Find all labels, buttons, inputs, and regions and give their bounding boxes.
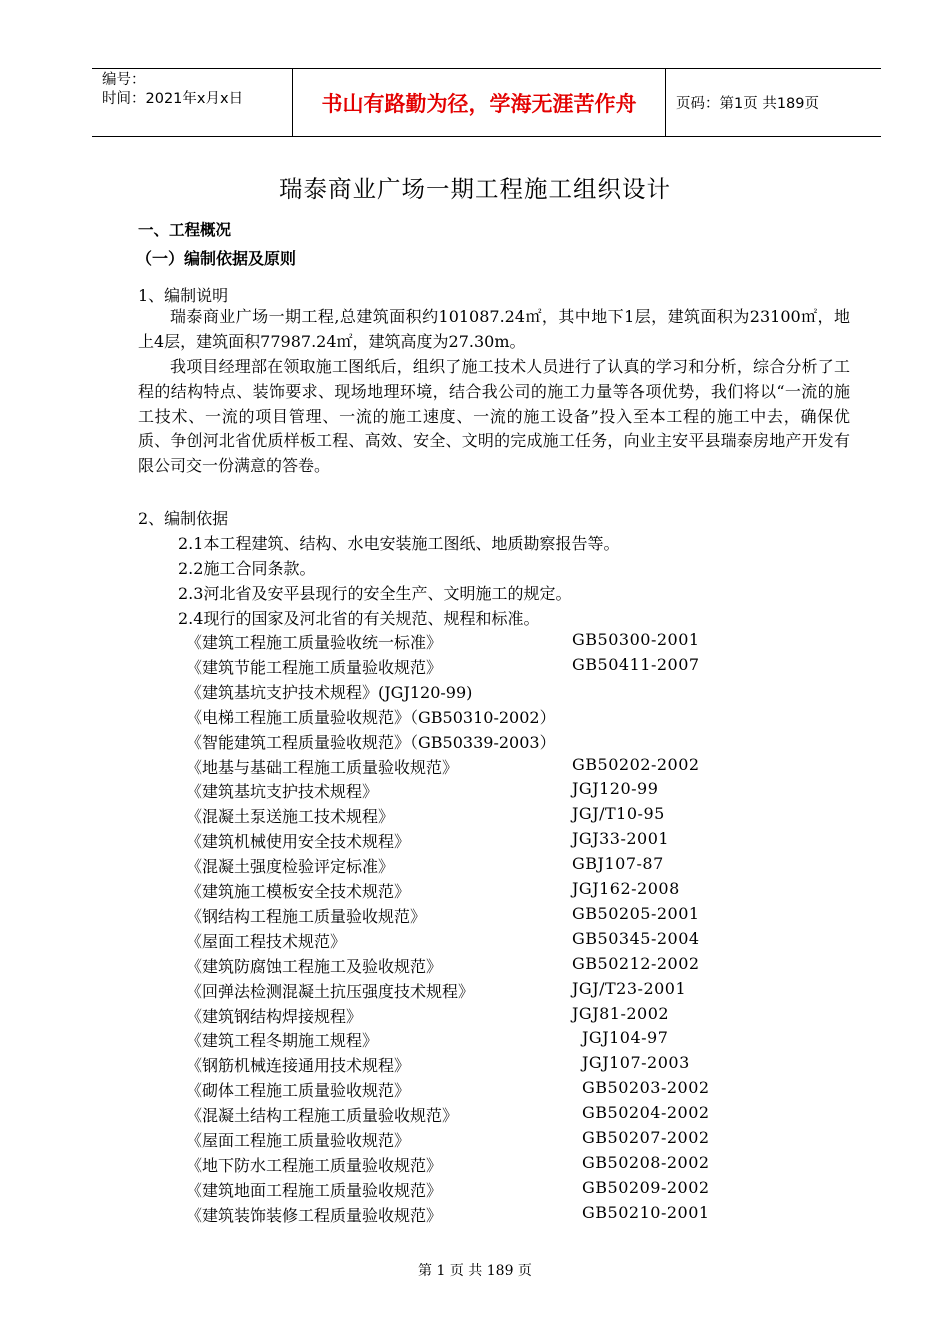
standard-code: GB50207-2002 (582, 1128, 710, 1147)
basis-item: 2.1本工程建筑、结构、水电安装施工图纸、地质勘察报告等。 (178, 534, 620, 553)
page-header (92, 68, 881, 137)
standard-code: GB50345-2004 (572, 928, 700, 948)
basis-item: 2.2施工合同条款。 (178, 559, 316, 578)
page-footer: 第 1 页 共 189 页 (418, 1263, 532, 1279)
standard-code: JGJ/T10-95 (572, 804, 665, 824)
standard-name: 《建筑地面工程施工质量验收规范》 (186, 1180, 443, 1200)
standard-name: 《砌体工程施工质量验收规范》 (186, 1081, 411, 1101)
standard-name: 《建筑防腐蚀工程施工及验收规范》 (186, 956, 443, 976)
standard-code: GB50300-2001 (572, 630, 700, 649)
standard-name: 《回弹法检测混凝土抗压强度技术规程》 (186, 981, 475, 1001)
standard-name: 《建筑节能工程施工质量验收规范》 (186, 657, 443, 677)
standard-name: 《建筑机械使用安全技术规程》 (186, 832, 411, 852)
standard-name: 《钢筋机械连接通用技术规程》 (186, 1056, 411, 1076)
section-heading: 一、工程概况 (138, 221, 232, 239)
standard-name: 《建筑工程冬期施工规程》 (186, 1031, 379, 1051)
paragraph-overview: 瑞泰商业广场一期工程,总建筑面积约101087.24㎡，其中地下1层，建筑面积为23100㎡，地上4层，建筑面积77987.24㎡，建筑高度为27.30m。 (138, 307, 850, 351)
standard-name: 《地基与基础工程施工质量验收规范》 (186, 757, 459, 777)
header-time-label: 时间：2021年x月x日 (102, 91, 244, 107)
standard-name: 《建筑基坑支护技术规程》(JGJ120-99) (186, 682, 473, 702)
standard-code: JGJ81-2002 (572, 1003, 670, 1023)
standard-name: 《建筑基坑支护技术规程》 (186, 782, 379, 802)
standard-code: JGJ120-99 (572, 779, 659, 799)
standard-code: GB50209-2002 (582, 1177, 710, 1197)
standard-name: 《混凝土强度检验评定标准》 (186, 857, 395, 877)
paragraph-approach: 我项目经理部在领取施工图纸后，组织了施工技术人员进行了认真的学习和分析，综合分析了工程的结构特点、装饰要求、现场地理环境，结合我公司的施工力量等各项优势，我们将以“一流的施工技术、一流的项目管理、一流的施工速度、一流的施工设备”投入至本工程的施工中去，确保优质、争创河北省优质样板工程、高效、安全、文明的完成施工任务，向业主安平县瑞泰房地产开发有限公司交一份满意的答卷。 (138, 357, 850, 476)
standard-name: 《地下防水工程施工质量验收规范》 (186, 1155, 443, 1175)
standard-name: 《屋面工程技术规范》 (186, 931, 347, 951)
header-number-label: 编号： (102, 72, 146, 88)
standard-name: 《建筑钢结构焊接规程》 (186, 1006, 363, 1026)
standard-name: 《钢结构工程施工质量验收规范》 (186, 906, 427, 926)
standard-name: 《智能建筑工程质量验收规范》（GB50339-2003） (186, 732, 556, 752)
item-heading-2: 2、编制依据 (138, 509, 229, 528)
standard-code: GBJ107-87 (572, 854, 664, 874)
standard-code: GB50205-2001 (572, 903, 700, 923)
header-page-label: 页码：第1页 共189页 (676, 96, 820, 112)
basis-item: 2.3河北省及安平县现行的安全生产、文明施工的规定。 (178, 584, 572, 603)
standard-code: GB50204-2002 (582, 1103, 710, 1123)
standard-code: JGJ107-2003 (582, 1053, 690, 1073)
standard-code: GB50212-2002 (572, 953, 700, 973)
standard-code: GB50203-2002 (582, 1078, 710, 1098)
standard-name: 《屋面工程施工质量验收规范》 (186, 1131, 411, 1150)
basis-item: 2.4现行的国家及河北省的有关规范、规程和标准。 (178, 609, 540, 628)
subsection-heading: （一）编制依据及原则 (136, 249, 297, 268)
header-motto: 书山有路勤为径，学海无涯苦作舟 (293, 69, 666, 136)
standard-code: GB50411-2007 (572, 654, 700, 674)
standard-code: GB50208-2002 (582, 1152, 710, 1172)
header-left-cell (92, 69, 293, 136)
standard-name: 《混凝土泵送施工技术规程》 (186, 807, 395, 827)
item-heading-1: 1、编制说明 (138, 286, 229, 305)
standard-code: JGJ33-2001 (572, 829, 670, 849)
standard-code: JGJ162-2008 (572, 879, 680, 898)
standard-name: 《建筑施工模板安全技术规范》 (186, 882, 411, 901)
standard-name: 《建筑装饰装修工程质量验收规范》 (186, 1205, 443, 1225)
standard-name: 《建筑工程施工质量验收统一标准》 (186, 633, 443, 652)
standard-code: JGJ104-97 (582, 1028, 669, 1048)
document-title: 瑞泰商业广场一期工程施工组织设计 (279, 175, 671, 203)
standard-code: GB50210-2001 (582, 1202, 710, 1222)
standard-code: JGJ/T23-2001 (572, 978, 687, 998)
standard-name: 《混凝土结构工程施工质量验收规范》 (186, 1106, 459, 1126)
standard-name: 《电梯工程施工质量验收规范》（GB50310-2002） (186, 707, 556, 727)
standard-code: GB50202-2002 (572, 754, 700, 774)
